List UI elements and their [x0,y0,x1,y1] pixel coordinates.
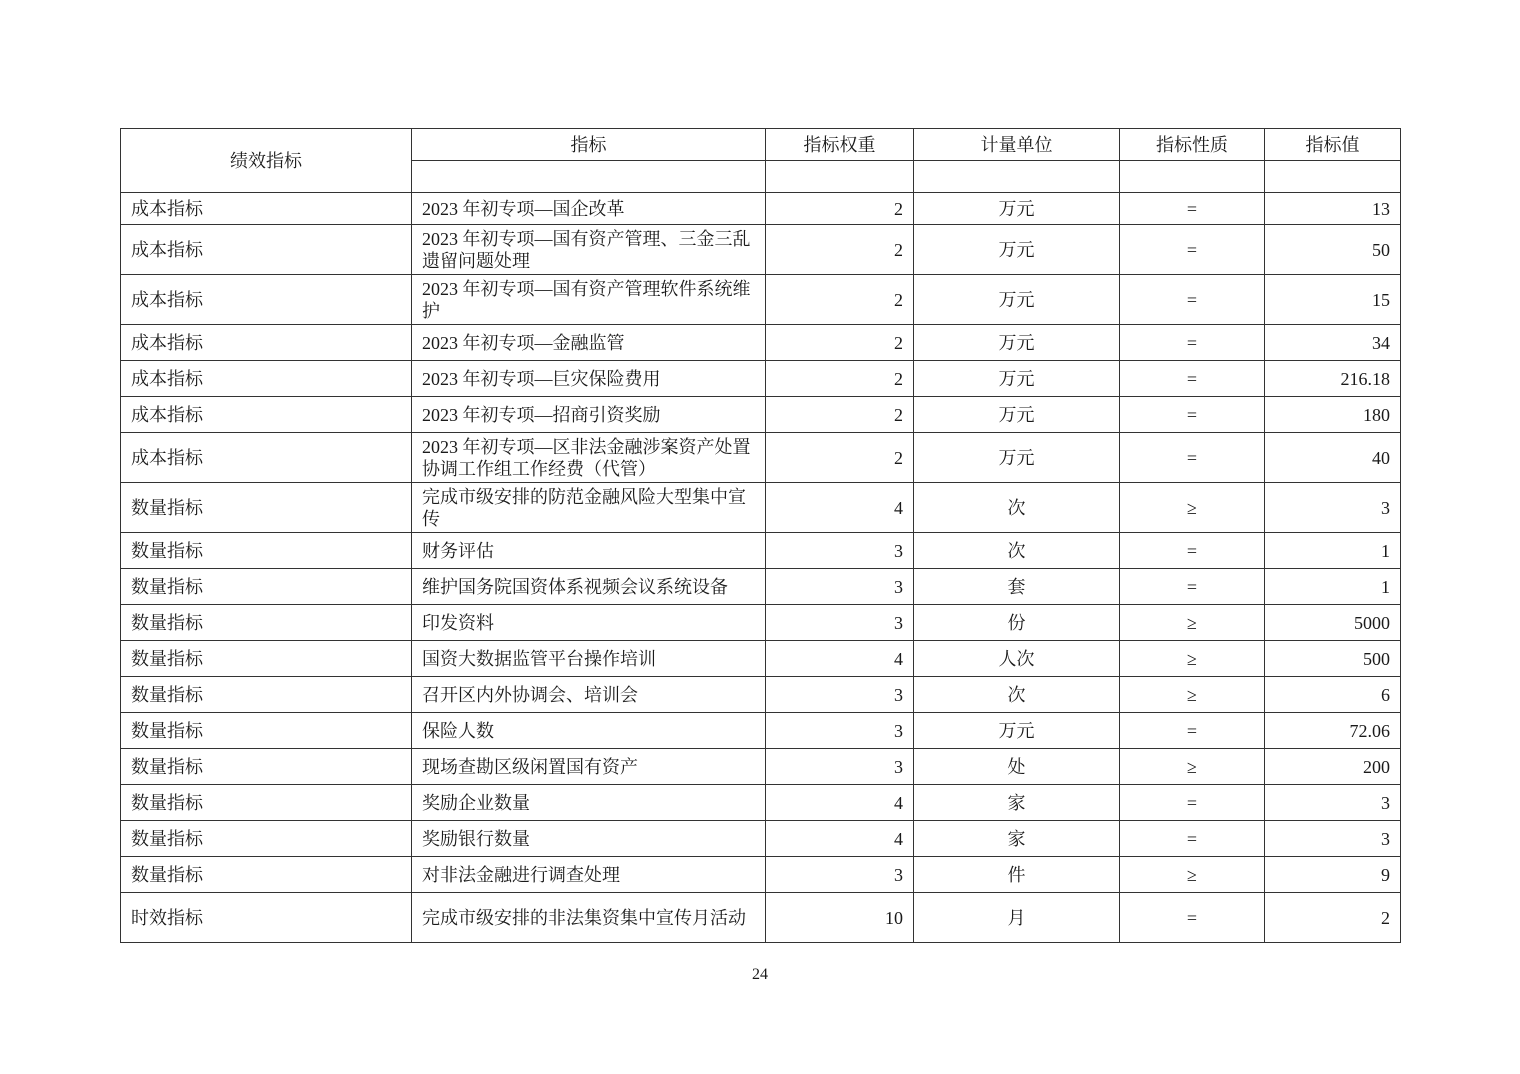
category-cell: 数量指标 [121,569,412,605]
unit-cell: 万元 [914,713,1120,749]
table-row [121,325,1401,361]
nature-cell: ≥ [1120,857,1265,893]
weight-cell: 3 [766,569,914,605]
nature-cell: = [1120,821,1265,857]
indicator-cell: 2023 年初专项—国有资产管理、三金三乱遗留问题处理 [412,225,766,275]
weight-cell: 2 [766,225,914,275]
weight-cell: 3 [766,713,914,749]
category-cell: 成本指标 [121,361,412,397]
unit-cell: 处 [914,749,1120,785]
unit-cell: 套 [914,569,1120,605]
unit-cell: 万元 [914,433,1120,483]
unit-cell: 次 [914,483,1120,533]
value-cell: 180 [1265,397,1401,433]
table-row [121,397,1401,433]
weight-cell: 4 [766,641,914,677]
weight-cell: 10 [766,893,914,943]
category-cell: 成本指标 [121,193,412,225]
table-row [121,749,1401,785]
weight-cell: 2 [766,397,914,433]
table-row [121,821,1401,857]
indicator-cell: 国资大数据监管平台操作培训 [412,641,766,677]
weight-cell: 2 [766,275,914,325]
header-empty-cell [914,161,1120,193]
nature-cell: ≥ [1120,641,1265,677]
indicator-cell: 完成市级安排的非法集资集中宣传月活动 [412,893,766,943]
indicator-cell: 奖励企业数量 [412,785,766,821]
value-cell: 3 [1265,483,1401,533]
unit-cell: 家 [914,785,1120,821]
value-cell: 2 [1265,893,1401,943]
table-row [121,569,1401,605]
nature-cell: = [1120,893,1265,943]
table-row [121,483,1401,533]
table-row [121,641,1401,677]
table-row [121,893,1401,943]
nature-cell: = [1120,533,1265,569]
category-cell: 数量指标 [121,483,412,533]
unit-cell: 份 [914,605,1120,641]
table-row [121,361,1401,397]
table-row [121,713,1401,749]
performance-indicator-table [120,128,1401,943]
nature-cell: = [1120,193,1265,225]
category-cell: 成本指标 [121,325,412,361]
category-cell: 数量指标 [121,857,412,893]
table-row [121,275,1401,325]
category-cell: 成本指标 [121,225,412,275]
weight-cell: 3 [766,677,914,713]
table-row [121,225,1401,275]
indicator-cell: 现场查勘区级闲置国有资产 [412,749,766,785]
nature-cell: ≥ [1120,605,1265,641]
unit-cell: 月 [914,893,1120,943]
header-empty-cell [1265,161,1401,193]
value-cell: 13 [1265,193,1401,225]
indicator-cell: 2023 年初专项—区非法金融涉案资产处置协调工作组工作经费（代管） [412,433,766,483]
indicator-cell: 完成市级安排的防范金融风险大型集中宣传 [412,483,766,533]
indicator-cell: 召开区内外协调会、培训会 [412,677,766,713]
unit-cell: 万元 [914,225,1120,275]
unit-cell: 次 [914,677,1120,713]
unit-cell: 万元 [914,325,1120,361]
value-cell: 15 [1265,275,1401,325]
unit-cell: 万元 [914,193,1120,225]
weight-cell: 3 [766,605,914,641]
weight-cell: 2 [766,433,914,483]
value-cell: 50 [1265,225,1401,275]
unit-cell: 家 [914,821,1120,857]
category-cell: 成本指标 [121,433,412,483]
nature-cell: = [1120,569,1265,605]
table-row [121,857,1401,893]
value-cell: 3 [1265,785,1401,821]
value-cell: 40 [1265,433,1401,483]
header-indicator: 指标 [412,129,766,161]
page-number: 24 [752,966,768,983]
weight-cell: 2 [766,193,914,225]
indicator-cell: 奖励银行数量 [412,821,766,857]
category-cell: 成本指标 [121,275,412,325]
weight-cell: 4 [766,785,914,821]
nature-cell: = [1120,433,1265,483]
value-cell: 72.06 [1265,713,1401,749]
unit-cell: 万元 [914,275,1120,325]
value-cell: 1 [1265,569,1401,605]
nature-cell: = [1120,225,1265,275]
indicator-cell: 对非法金融进行调查处理 [412,857,766,893]
weight-cell: 4 [766,483,914,533]
indicator-cell: 2023 年初专项—招商引资奖励 [412,397,766,433]
nature-cell: ≥ [1120,749,1265,785]
value-cell: 5000 [1265,605,1401,641]
category-cell: 数量指标 [121,533,412,569]
header-weight: 指标权重 [766,129,914,161]
value-cell: 9 [1265,857,1401,893]
table-header-row [121,129,1401,161]
nature-cell: ≥ [1120,677,1265,713]
indicator-cell: 2023 年初专项—国企改革 [412,193,766,225]
category-cell: 数量指标 [121,785,412,821]
value-cell: 1 [1265,533,1401,569]
header-performance-indicator: 绩效指标 [121,129,412,193]
header-empty-cell [1120,161,1265,193]
header-value: 指标值 [1265,129,1401,161]
indicator-cell: 财务评估 [412,533,766,569]
category-cell: 成本指标 [121,397,412,433]
value-cell: 200 [1265,749,1401,785]
value-cell: 500 [1265,641,1401,677]
header-empty-cell [766,161,914,193]
weight-cell: 4 [766,821,914,857]
header-empty-cell [412,161,766,193]
nature-cell: = [1120,785,1265,821]
indicator-cell: 保险人数 [412,713,766,749]
table-row [121,193,1401,225]
value-cell: 6 [1265,677,1401,713]
table-row [121,533,1401,569]
nature-cell: ≥ [1120,483,1265,533]
nature-cell: = [1120,325,1265,361]
unit-cell: 人次 [914,641,1120,677]
table-row [121,677,1401,713]
value-cell: 34 [1265,325,1401,361]
category-cell: 数量指标 [121,641,412,677]
value-cell: 3 [1265,821,1401,857]
nature-cell: = [1120,275,1265,325]
table-row [121,605,1401,641]
weight-cell: 3 [766,749,914,785]
unit-cell: 次 [914,533,1120,569]
header-nature: 指标性质 [1120,129,1265,161]
table-row [121,785,1401,821]
table-row [121,433,1401,483]
category-cell: 时效指标 [121,893,412,943]
category-cell: 数量指标 [121,677,412,713]
indicator-cell: 2023 年初专项—金融监管 [412,325,766,361]
unit-cell: 件 [914,857,1120,893]
nature-cell: = [1120,713,1265,749]
category-cell: 数量指标 [121,713,412,749]
indicator-cell: 2023 年初专项—巨灾保险费用 [412,361,766,397]
weight-cell: 2 [766,361,914,397]
value-cell: 216.18 [1265,361,1401,397]
category-cell: 数量指标 [121,821,412,857]
header-unit: 计量单位 [914,129,1120,161]
weight-cell: 3 [766,857,914,893]
nature-cell: = [1120,397,1265,433]
indicator-cell: 2023 年初专项—国有资产管理软件系统维护 [412,275,766,325]
category-cell: 数量指标 [121,749,412,785]
category-cell: 数量指标 [121,605,412,641]
unit-cell: 万元 [914,361,1120,397]
nature-cell: = [1120,361,1265,397]
indicator-cell: 维护国务院国资体系视频会议系统设备 [412,569,766,605]
weight-cell: 3 [766,533,914,569]
unit-cell: 万元 [914,397,1120,433]
weight-cell: 2 [766,325,914,361]
indicator-cell: 印发资料 [412,605,766,641]
